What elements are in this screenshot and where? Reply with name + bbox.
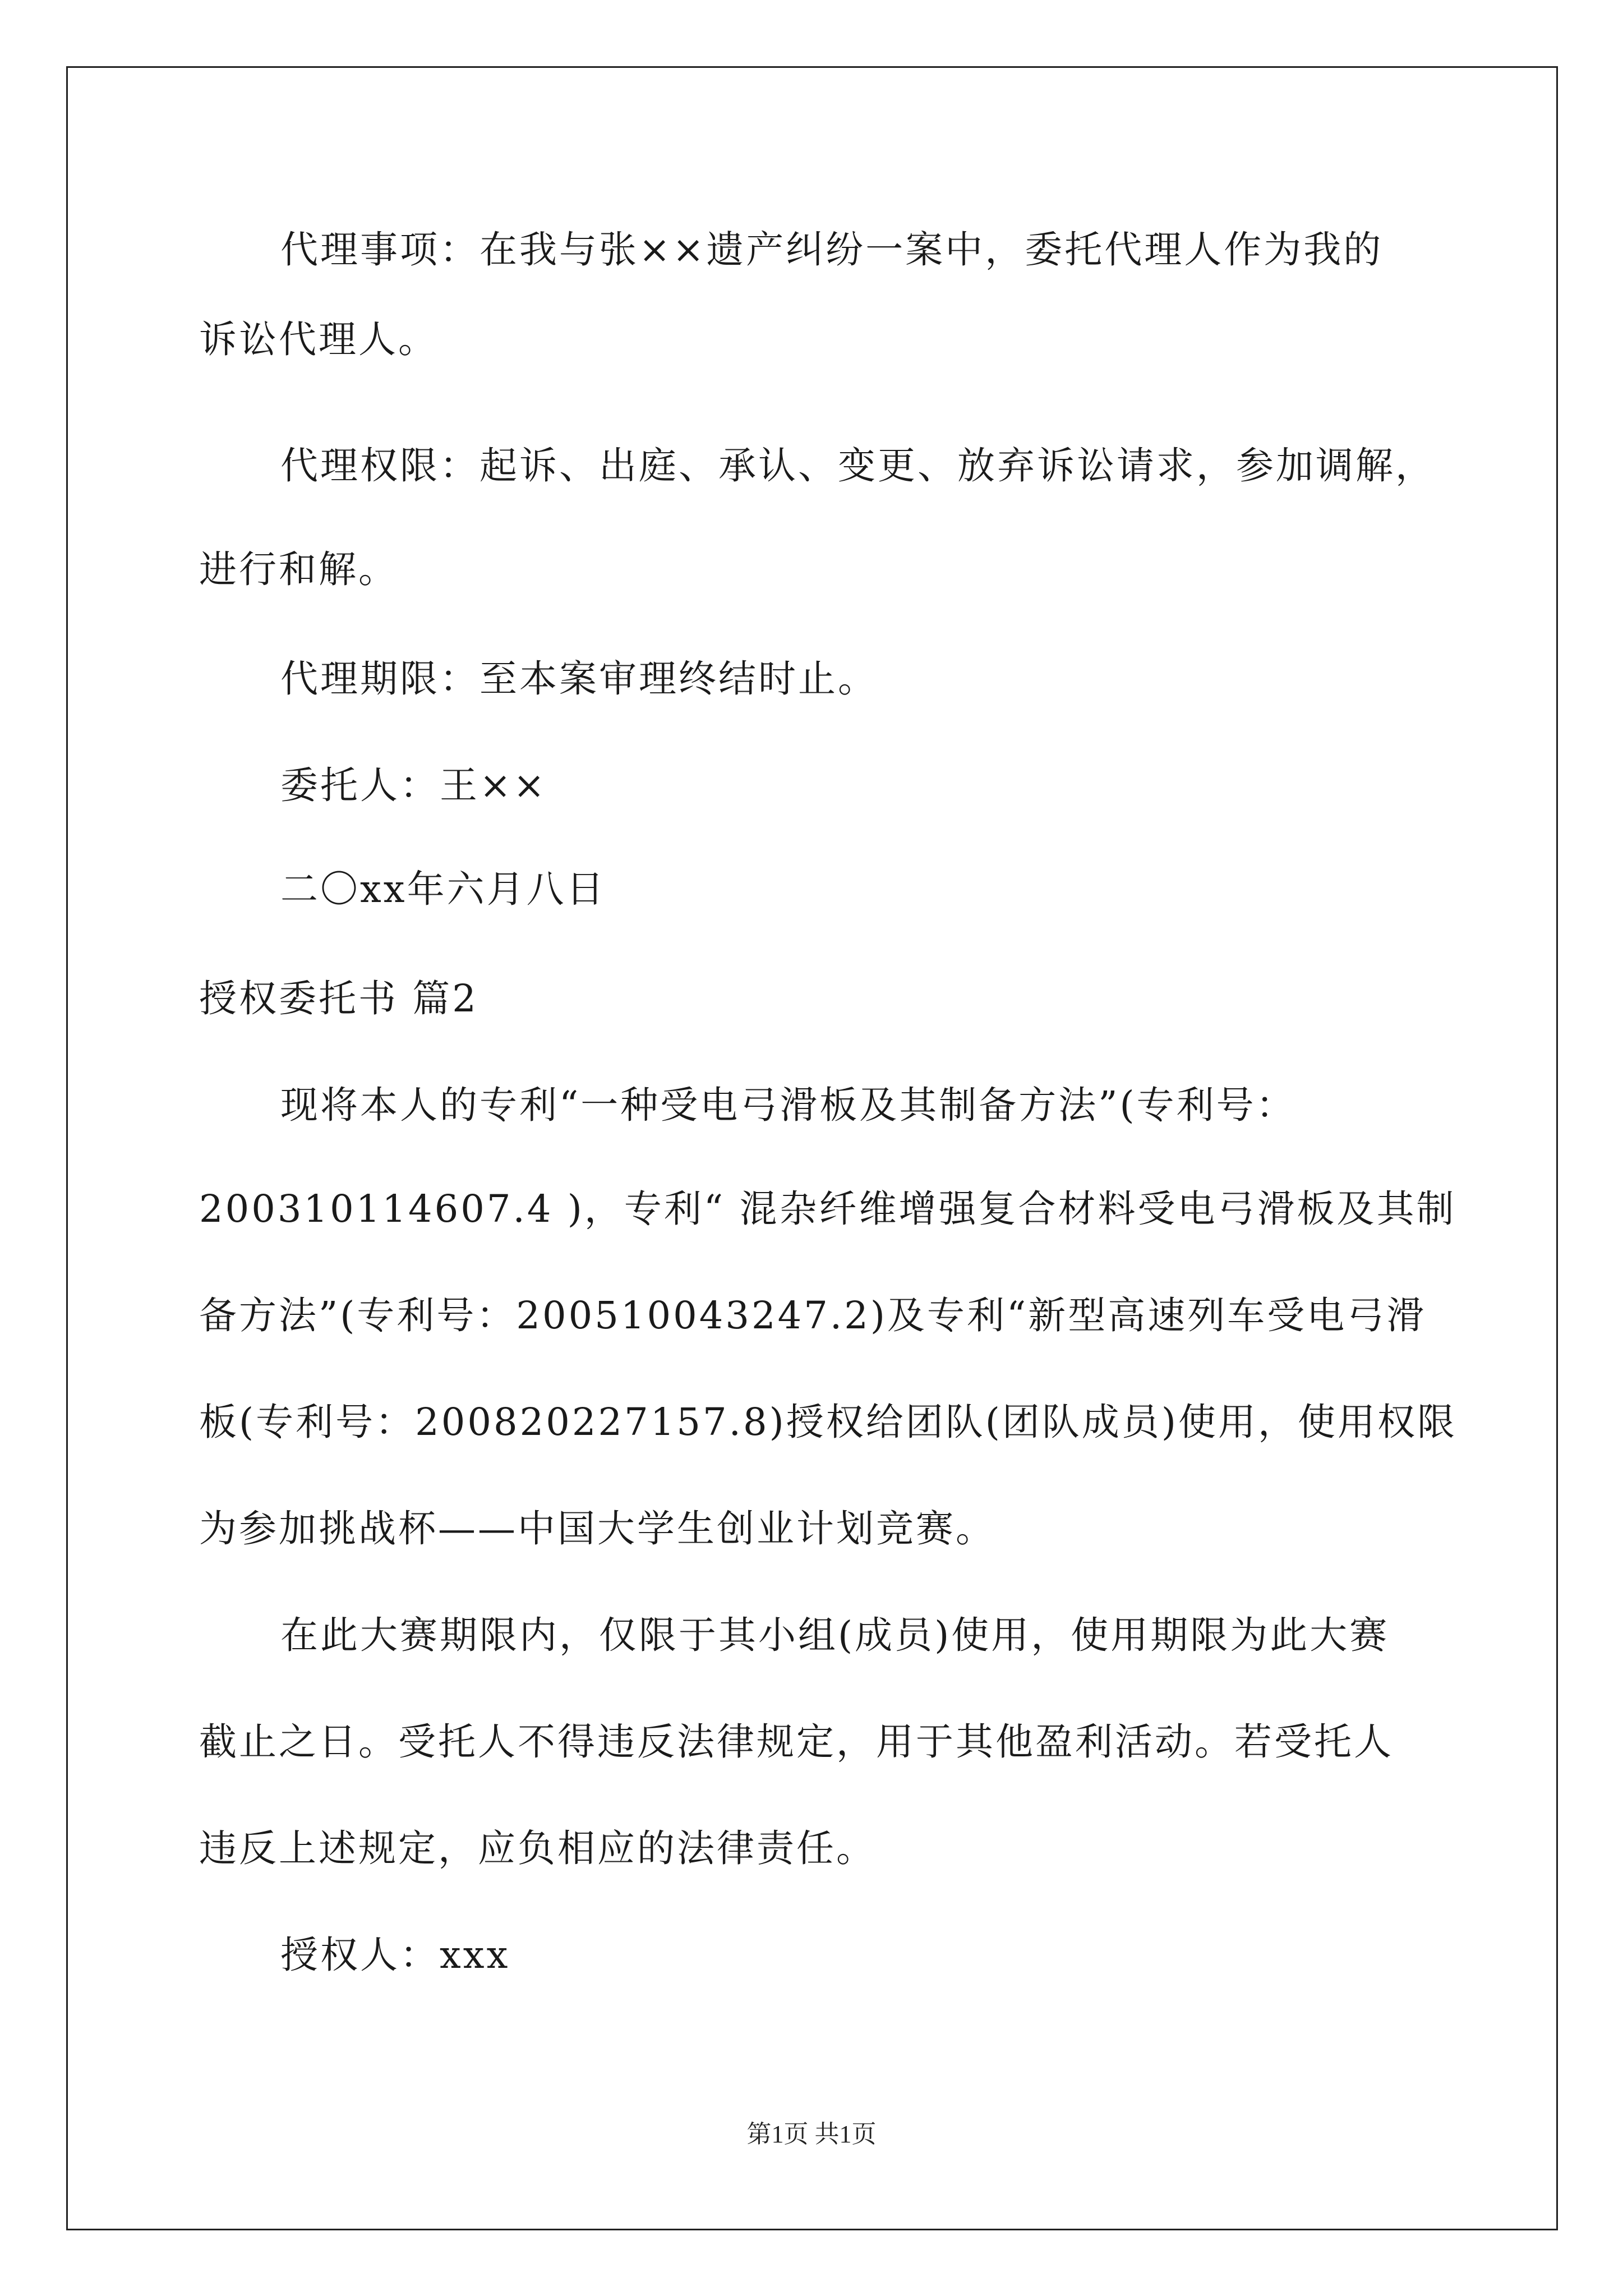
paragraph-usage-terms-line3: 违反上述规定，应负相应的法律责任。 bbox=[199, 1826, 876, 1870]
paragraph-patent-grant-line3: 备方法”(专利号：200510043247.2)及专利“新型高速列车受电弓滑 bbox=[199, 1294, 1427, 1337]
page-border bbox=[66, 66, 1558, 2230]
paragraph-patent-grant-line4: 板(专利号：200820227157.8)授权给团队(团队成员)使用，使用权限 bbox=[199, 1400, 1458, 1444]
signature-date: 二〇xx年六月八日 bbox=[280, 867, 606, 911]
section-heading: 授权委托书 篇2 bbox=[199, 977, 478, 1020]
principal-signature: 委托人：王×× bbox=[280, 763, 547, 807]
paragraph-agency-authority: 代理权限：起诉、出庭、承认、变更、放弃诉讼请求，参加调解， bbox=[280, 444, 1435, 487]
paragraph-agency-matters-cont: 诉讼代理人。 bbox=[199, 318, 438, 361]
paragraph-usage-terms-line2: 截止之日。受托人不得违反法律规定，用于其他盈利活动。若受托人 bbox=[199, 1720, 1394, 1764]
paragraph-patent-grant: 现将本人的专利“一种受电弓滑板及其制备方法”(专利号： bbox=[280, 1083, 1296, 1127]
grantor-signature: 授权人：xxx bbox=[280, 1933, 510, 1977]
paragraph-patent-grant-line5: 为参加挑战杯——中国大学生创业计划竞赛。 bbox=[199, 1507, 995, 1550]
paragraph-agency-matters: 代理事项：在我与张××遗产纠纷一案中，委托代理人作为我的 bbox=[280, 228, 1384, 272]
paragraph-agency-period: 代理期限：至本案审理终结时止。 bbox=[280, 657, 878, 701]
page-footer: 第1页 共1页 bbox=[746, 2120, 877, 2148]
paragraph-patent-grant-line2: 200310114607.4 )，专利“ 混杂纤维增强复合材料受电弓滑板及其制 bbox=[199, 1187, 1456, 1231]
paragraph-agency-authority-cont: 进行和解。 bbox=[199, 547, 398, 591]
paragraph-usage-terms: 在此大赛期限内，仅限于其小组(成员)使用，使用期限为此大赛 bbox=[280, 1613, 1390, 1657]
